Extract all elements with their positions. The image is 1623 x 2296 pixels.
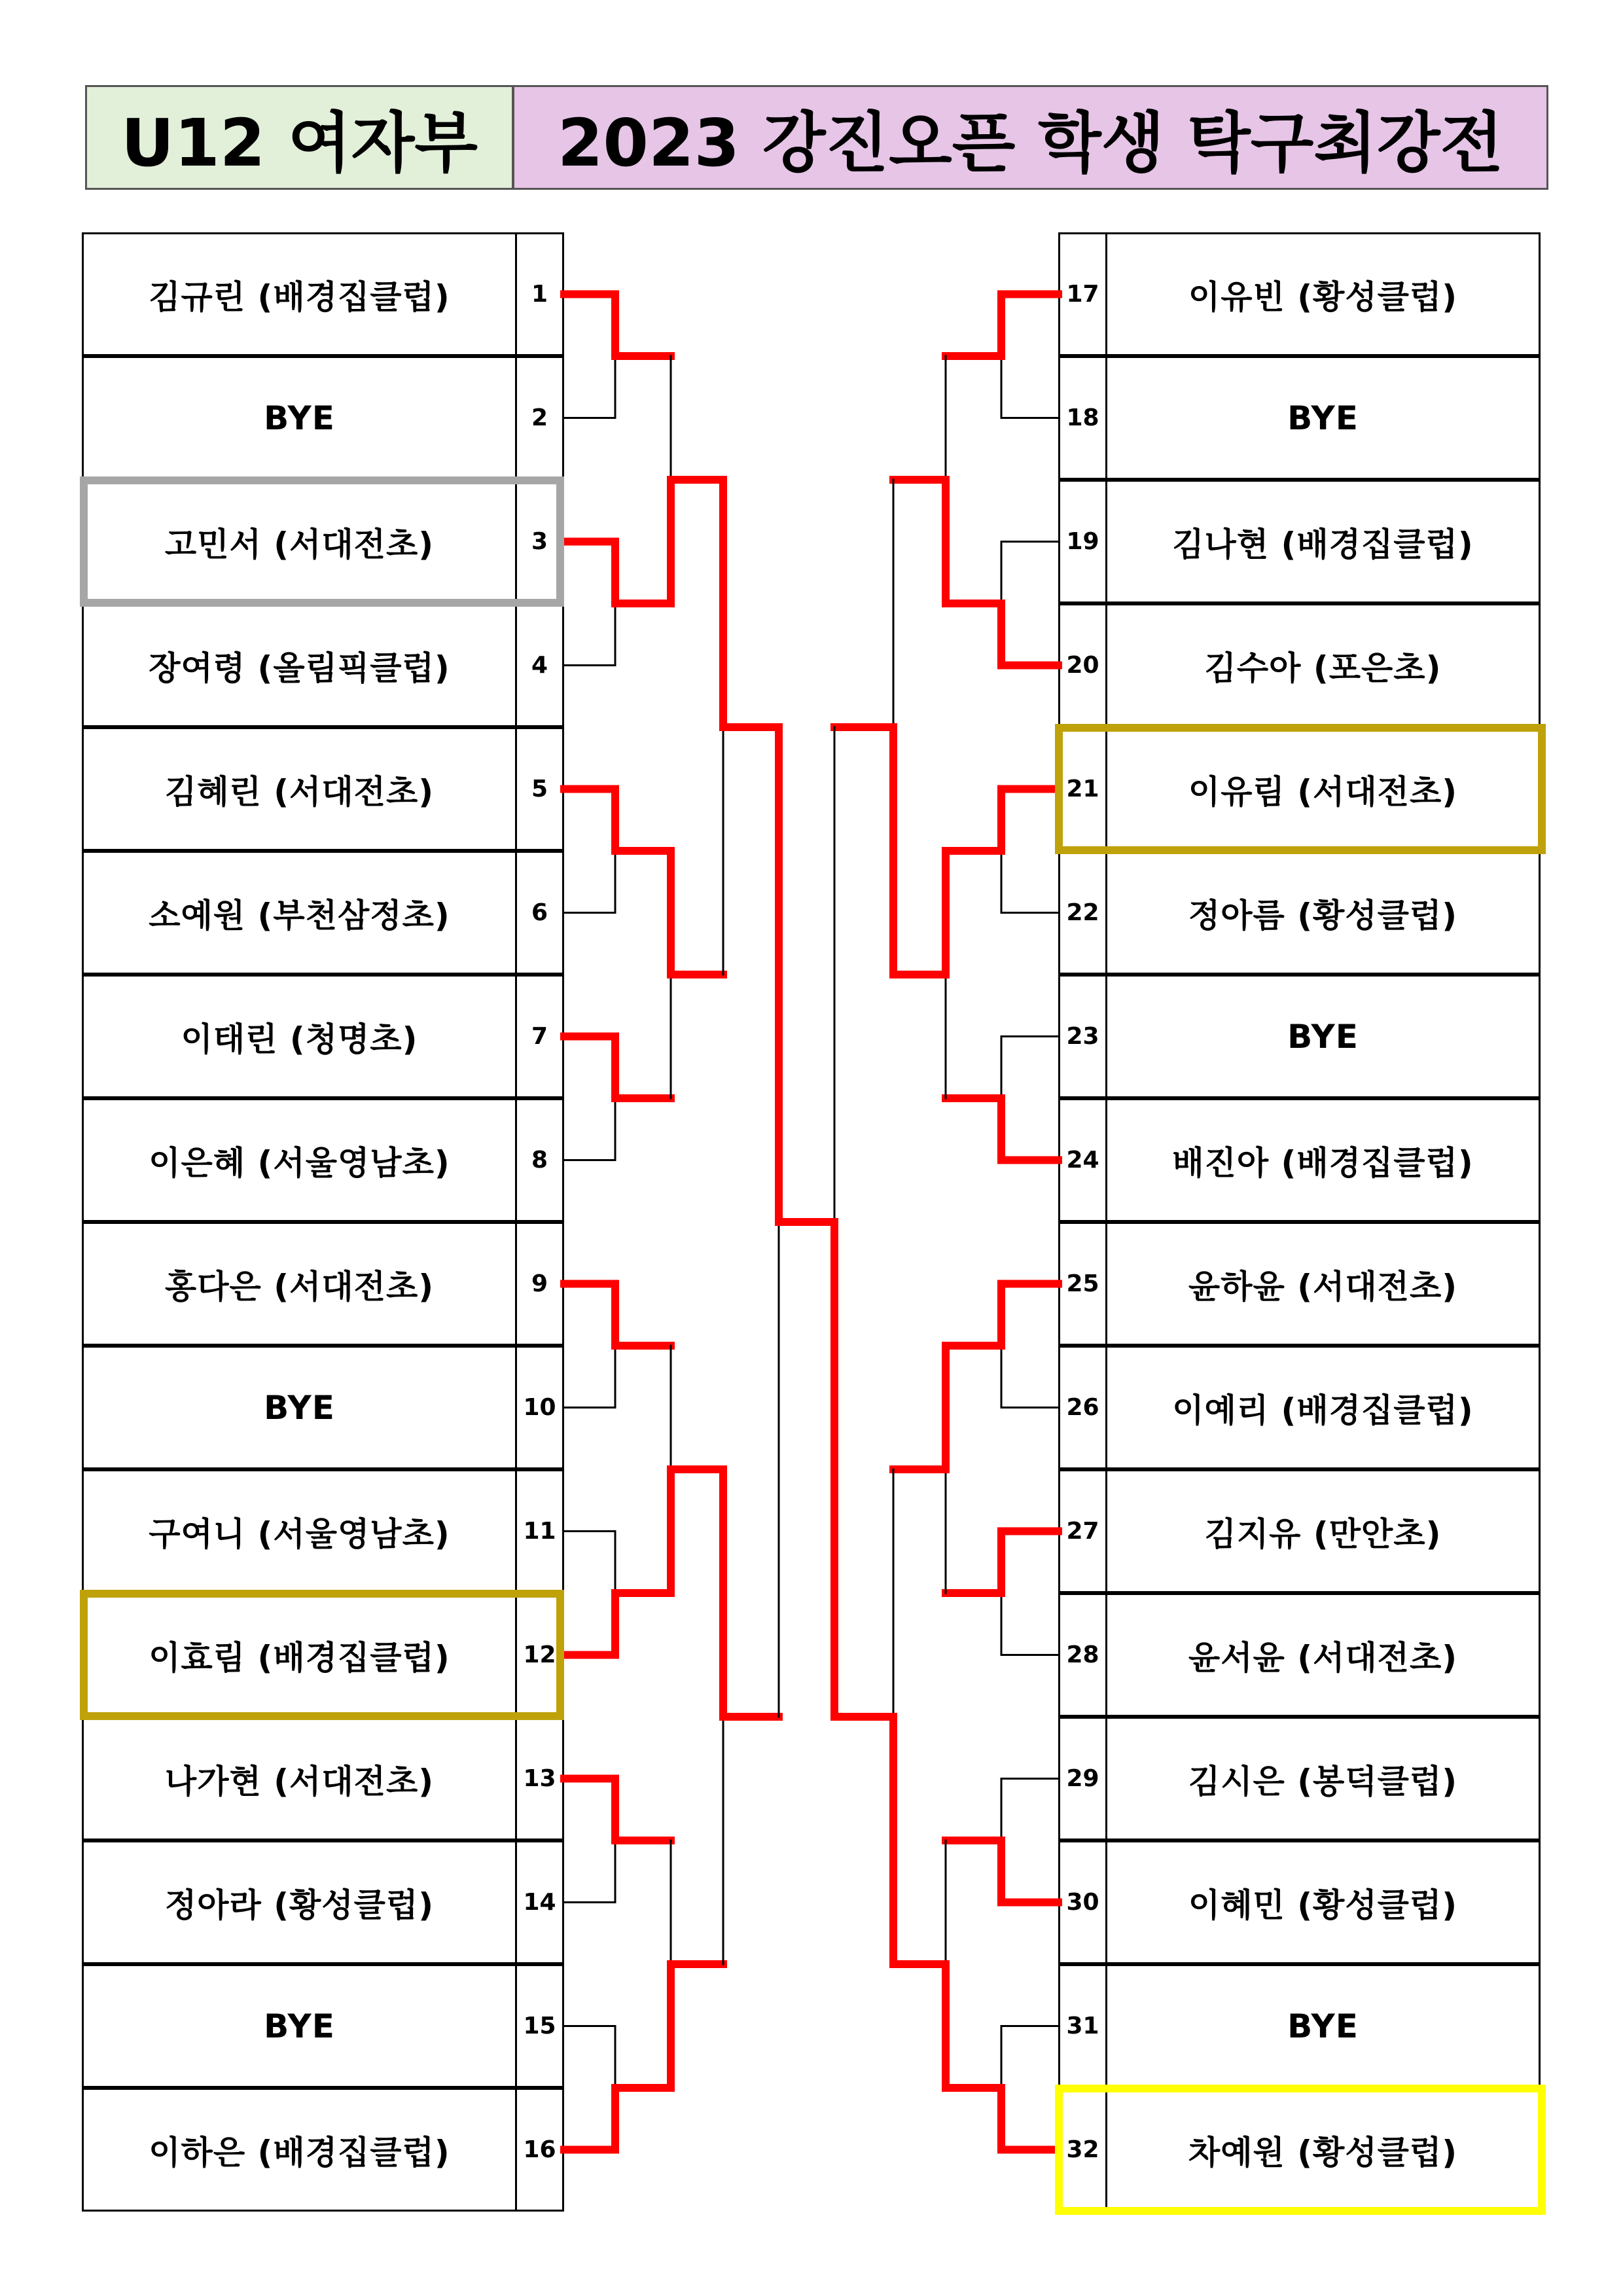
player-name: BYE	[1105, 356, 1541, 480]
player-name: 배진아 (배경집클럽)	[1105, 1098, 1541, 1222]
player-name: 나가현 (서대전초)	[82, 1717, 517, 1840]
highlight-box	[1055, 724, 1546, 854]
seed-number: 2	[515, 356, 564, 480]
player-name: 구여니 (서울영남초)	[82, 1469, 517, 1593]
seed-number: 3	[515, 480, 564, 603]
seed-number: 4	[515, 603, 564, 727]
seed-number: 29	[1058, 1717, 1107, 1840]
player-name: 정아라 (황성클럽)	[82, 1840, 517, 1964]
player-name: 이하은 (배경집클럽)	[82, 2088, 517, 2212]
seed-number: 1	[515, 232, 564, 356]
seed-number: 13	[515, 1717, 564, 1840]
seed-number: 24	[1058, 1098, 1107, 1222]
player-name: 이은혜 (서울영남초)	[82, 1098, 517, 1222]
player-name: 정아름 (황성클럽)	[1105, 851, 1541, 975]
highlight-box	[1055, 2085, 1546, 2215]
seed-number: 20	[1058, 603, 1107, 727]
player-name: 김나현 (배경집클럽)	[1105, 480, 1541, 603]
player-name: 김수아 (포은초)	[1105, 603, 1541, 727]
highlight-box	[80, 1590, 564, 1720]
seed-number: 5	[515, 727, 564, 851]
seed-number: 19	[1058, 480, 1107, 603]
seed-number: 18	[1058, 356, 1107, 480]
player-name: BYE	[1105, 975, 1541, 1098]
seed-number: 14	[515, 1840, 564, 1964]
division-label: U12 여자부	[85, 85, 514, 190]
seed-number: 7	[515, 975, 564, 1098]
highlight-box	[80, 476, 564, 607]
seed-number: 22	[1058, 851, 1107, 975]
seed-number: 28	[1058, 1593, 1107, 1717]
seed-number: 32	[1058, 2088, 1107, 2212]
tournament-title: 2023 강진오픈 학생 탁구최강전	[512, 85, 1548, 190]
seed-number: 17	[1058, 232, 1107, 356]
seed-number: 11	[515, 1469, 564, 1593]
seed-number: 10	[515, 1346, 564, 1469]
seed-number: 12	[515, 1593, 564, 1717]
player-name: 소예원 (부천삼정초)	[82, 851, 517, 975]
player-name: 이유빈 (황성클럽)	[1105, 232, 1541, 356]
seed-number: 16	[515, 2088, 564, 2212]
player-name: 김시은 (봉덕클럽)	[1105, 1717, 1541, 1840]
player-name: 이효림 (배경집클럽)	[82, 1593, 517, 1717]
player-name: 이유림 (서대전초)	[1105, 727, 1541, 851]
player-name: 김지유 (만안초)	[1105, 1469, 1541, 1593]
seed-number: 9	[515, 1222, 564, 1346]
player-name: 이혜민 (황성클럽)	[1105, 1840, 1541, 1964]
seed-number: 15	[515, 1964, 564, 2088]
seed-number: 21	[1058, 727, 1107, 851]
player-name: 홍다은 (서대전초)	[82, 1222, 517, 1346]
player-name: 윤하윤 (서대전초)	[1105, 1222, 1541, 1346]
player-name: 김혜린 (서대전초)	[82, 727, 517, 851]
seed-number: 8	[515, 1098, 564, 1222]
player-name: 장여령 (올림픽클럽)	[82, 603, 517, 727]
player-name: 이예리 (배경집클럽)	[1105, 1346, 1541, 1469]
seed-number: 23	[1058, 975, 1107, 1098]
player-name: BYE	[82, 1346, 517, 1469]
player-name: 차예원 (황성클럽)	[1105, 2088, 1541, 2212]
seed-number: 6	[515, 851, 564, 975]
player-name: BYE	[82, 1964, 517, 2088]
seed-number: 30	[1058, 1840, 1107, 1964]
player-name: 윤서윤 (서대전초)	[1105, 1593, 1541, 1717]
player-name: BYE	[1105, 1964, 1541, 2088]
seed-number: 31	[1058, 1964, 1107, 2088]
player-name: BYE	[82, 356, 517, 480]
seed-number: 27	[1058, 1469, 1107, 1593]
player-name: 이태린 (청명초)	[82, 975, 517, 1098]
player-name: 김규린 (배경집클럽)	[82, 232, 517, 356]
player-name: 고민서 (서대전초)	[82, 480, 517, 603]
seed-number: 26	[1058, 1346, 1107, 1469]
seed-number: 25	[1058, 1222, 1107, 1346]
